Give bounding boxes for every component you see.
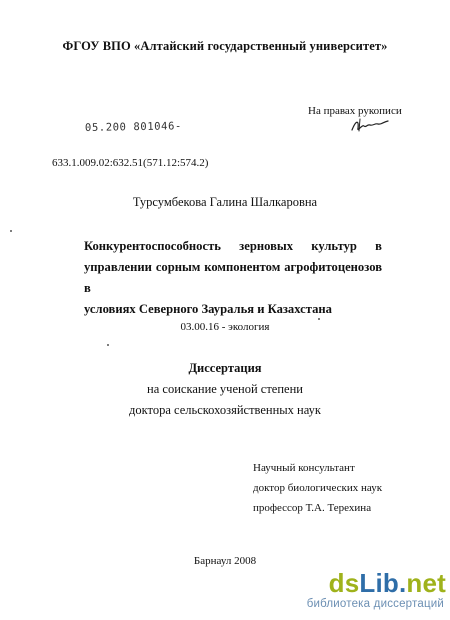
dslib-caption: библиотека диссертаций <box>306 598 444 610</box>
dslib-watermark <box>268 568 446 616</box>
consultant-degree: доктор биологических наук <box>253 482 383 494</box>
dissertation-heading: Диссертация <box>188 361 262 375</box>
handwritten-signature <box>350 116 390 136</box>
dissertation-purpose: на соискание ученой степени <box>147 382 303 396</box>
rights-note: На правах рукописи <box>308 105 402 117</box>
title-line: управлении сорным компонентом агрофитоценозов в <box>84 260 382 295</box>
scan-speck <box>107 344 109 346</box>
institution-header: ФГОУ ВПО «Алтайский государственный университет» <box>62 39 388 53</box>
scan-speck <box>318 318 320 320</box>
udc-code: 633.1.009.02:632.51(571.12:574.2) <box>52 157 209 169</box>
city-year: Барнаул 2008 <box>193 555 257 567</box>
consultant-name: профессор Т.А. Терехина <box>253 502 372 514</box>
scan-speck <box>10 230 12 232</box>
title-line: условиях Северного Зауралья и Казахстана <box>84 302 332 316</box>
scientific-consultant <box>253 458 382 518</box>
title-line: Конкурентоспособность зерновых культур в <box>84 239 382 253</box>
dissertation-degree: доктора сельскохозяйственных наук <box>129 403 321 417</box>
author-name: Турсумбекова Галина Шалкаровна <box>132 195 318 209</box>
dslib-logo: dsLib.net <box>328 568 446 598</box>
dissertation-title <box>84 236 382 320</box>
library-stamp-number: 05.200 801046- <box>84 120 182 134</box>
consultant-role: Научный консультант <box>253 462 355 474</box>
specialty-code: 03.00.16 - экология <box>180 321 270 333</box>
